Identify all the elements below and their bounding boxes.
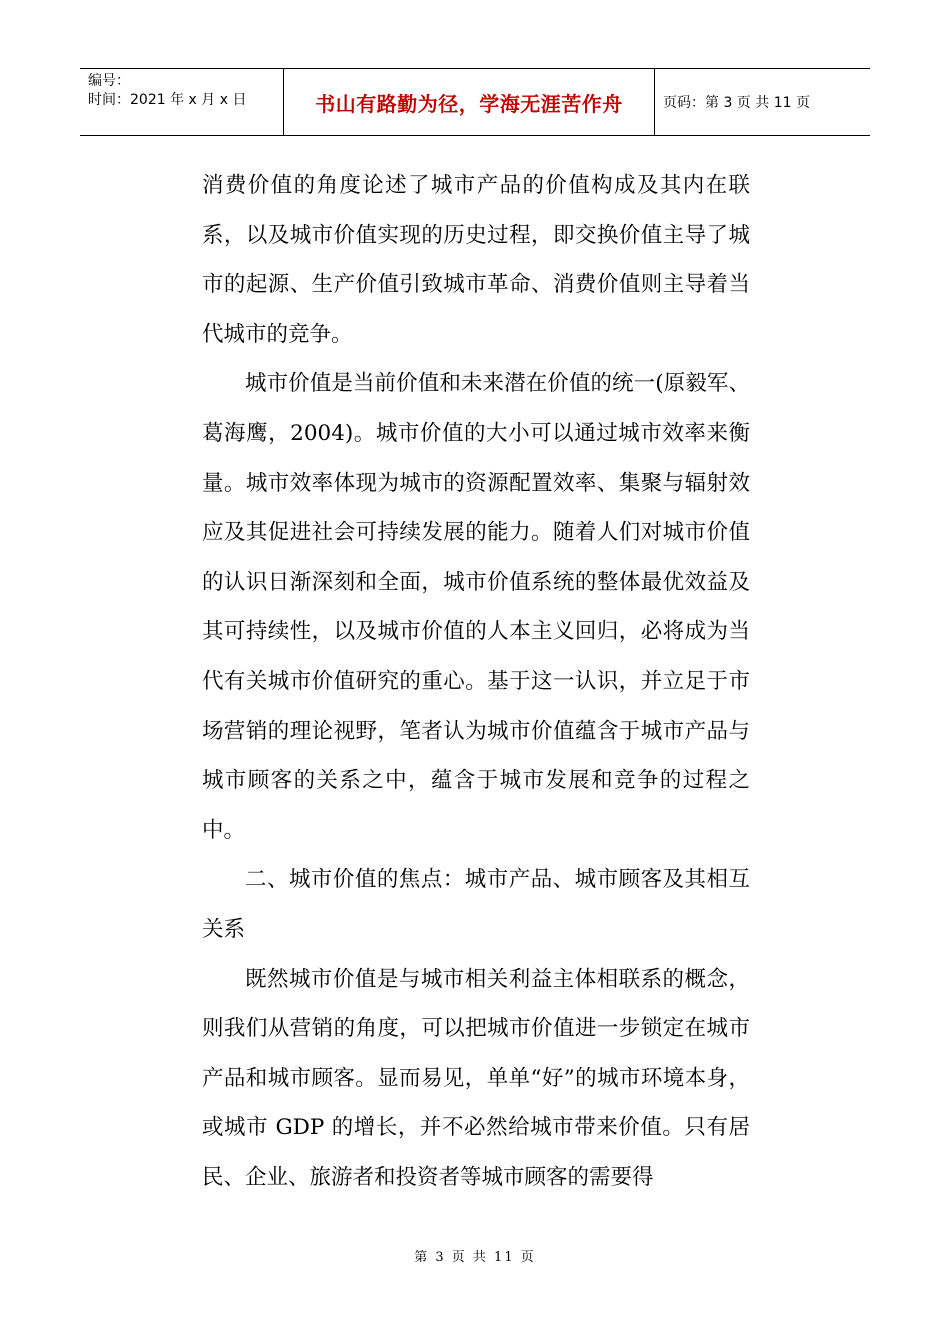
header-meta [80,69,283,135]
document-number-label: 编号： [88,73,130,89]
body-paragraph: 城市价值是当前价值和未来潜在价值的统一(原毅军、葛海鹰，2004)。城市价值的大小可以通过城市效率来衡量。城市效率体现为城市的资源配置效率、集聚与辐射效应及其促进社会可持续发展的能力。随着人们对城市价值的认识日渐深刻和全面，城市价值系统的整体最优效益及其可持续性，以及城市价值的人本主义回归，必将成为当代有关城市价值研究的重心。基于这一认识，并立足于市场营销的理论视野，笔者认为城市价值蕴含于城市产品与城市顾客的关系之中，蕴含于城市发展和竞争的过程之中。 [202,371,750,843]
body-paragraph: 既然城市价值是与城市相关利益主体相联系的概念，则我们从营销的角度，可以把城市价值进一步锁定在城市产品和城市顾客。显而易见，单单“好”的城市环境本身，或城市 GDP 的增长，并不必然给城市带来价值。只有居民、企业、旅游者和投资者等城市顾客的需要得 [202,966,750,1190]
header-page-info: 页码：第 3 页 共 11 页 [663,95,810,111]
page-footer: 第 3 页 共 11 页 [414,1250,536,1265]
document-time-label: 时间：2021 年 x 月 x 日 [88,92,247,108]
section-heading: 二、城市价值的焦点：城市产品、城市顾客及其相互关系 [202,867,750,942]
body-paragraph: 消费价值的角度论述了城市产品的价值构成及其内在联系，以及城市价值实现的历史过程，即交换价值主导了城市的起源、生产价值引致城市革命、消费价值则主导着当代城市的竞争。 [202,173,750,347]
page-header [80,68,870,136]
header-motto: 书山有路勤为径，学海无涯苦作舟 [283,69,655,135]
document-body [202,161,750,1202]
